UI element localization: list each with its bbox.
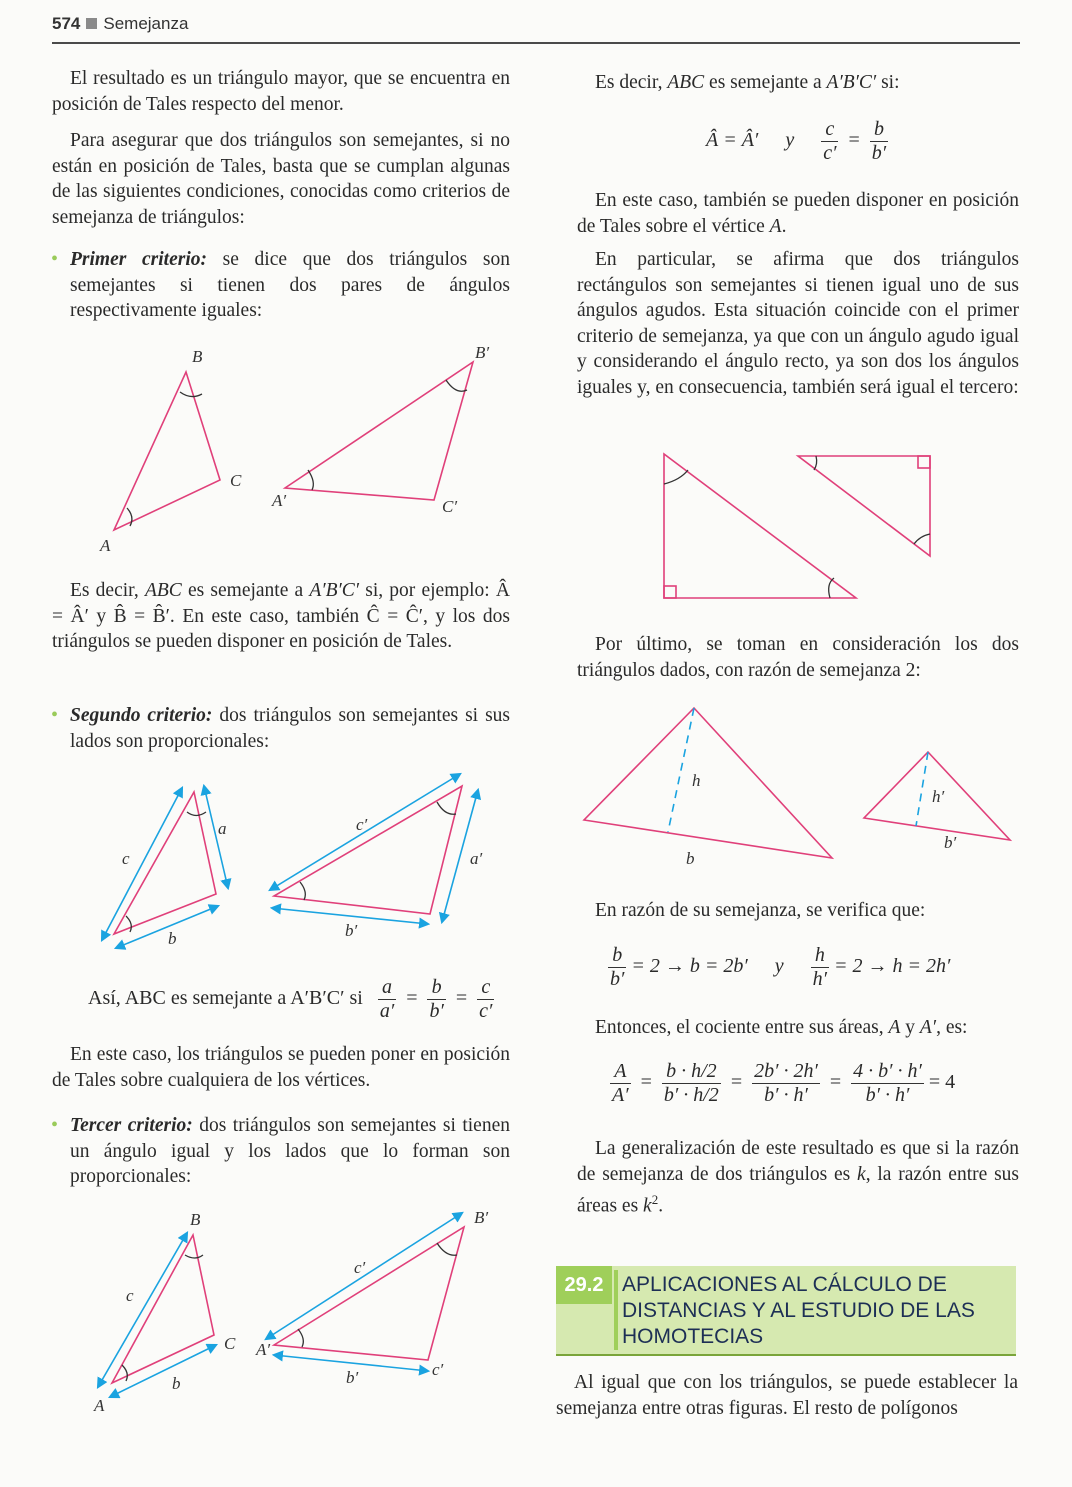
criterion-text: dos triángulos son semejantes si sus lados son proporcionales:	[70, 705, 510, 752]
label-b-prime: b′	[944, 833, 957, 852]
fraction	[378, 976, 396, 1023]
label-A-prime: A′	[256, 1340, 271, 1359]
section-heading	[556, 1266, 1016, 1356]
right-triangle-large	[664, 454, 856, 598]
criterion-title: Primer criterio:	[70, 249, 207, 270]
text: es semejante a	[181, 580, 310, 601]
label-b-prime: b′	[345, 921, 358, 940]
fraction	[821, 118, 838, 165]
fraction	[608, 944, 626, 991]
label-c-prime-alt: c′	[432, 1360, 444, 1379]
denominator: h′	[812, 968, 828, 990]
numerator: 2b′ · 2h′	[754, 1060, 818, 1082]
figure-angles	[90, 340, 510, 560]
criterion-title: Tercer criterio:	[70, 1115, 193, 1136]
numerator: 4 · b′ · h′	[853, 1060, 922, 1082]
text: ABC	[667, 72, 705, 93]
section-title: APLICACIONES AL CÁLCULO DE DISTANCIAS Y AL ESTUDIO DE LAS HOMOTECIAS	[622, 1273, 975, 1348]
criterion-title: Segundo criterio:	[70, 705, 213, 726]
label-C-prime: C′	[442, 497, 458, 516]
denominator: c′	[823, 142, 837, 164]
fraction	[851, 1060, 924, 1107]
text: En este caso, también se pueden disponer en posición de Tales sobre el vértice	[577, 190, 1019, 237]
text: .	[658, 1195, 664, 1217]
denominator: A′	[612, 1084, 629, 1106]
text: , la razón entre sus áreas es	[577, 1163, 1019, 1217]
text: A	[769, 215, 782, 237]
triangle-a2b2c2	[274, 786, 462, 914]
criterion-1	[70, 247, 510, 324]
denominator: b′	[610, 968, 625, 990]
text: y	[774, 955, 784, 978]
numerator: b	[608, 944, 626, 968]
label-h: h	[692, 771, 701, 790]
criterion-3	[70, 1113, 510, 1190]
square-icon	[86, 18, 97, 29]
label-A: A	[94, 1396, 105, 1415]
triangle-large	[584, 708, 832, 858]
paragraph	[577, 1136, 1019, 1219]
text: Así,	[88, 987, 125, 1010]
paragraph	[577, 188, 1019, 239]
label-c-prime: c′	[354, 1258, 366, 1277]
label-c: c	[122, 849, 130, 868]
numerator: b	[870, 118, 888, 142]
triangle-abc	[114, 372, 220, 530]
text: si, por ejemplo: Â = Â′ y B̂ = B̂′. En este caso, también Ĉ = Ĉ′, y los dos triángulos se pueden disponer en posición de Tales.	[52, 580, 510, 652]
text: Es decir,	[595, 72, 668, 93]
arrow-c	[102, 788, 182, 940]
numerator: b	[427, 976, 445, 1000]
numerator: b · h/2	[662, 1060, 721, 1084]
formula-areas: $\frac{A}{A'}$ = $\frac{b \cdot h/2}{b' \cdot h/2}$ = $\frac{2b' \cdot 2h'}{b' \cdot h'}$ = $\frac{4 \cdot b' \cdot h'}{b' \cdot h'}$ = 4	[612, 1060, 956, 1106]
label-a-prime: a′	[470, 849, 483, 868]
result: = 4	[928, 1071, 956, 1094]
paragraph: El resultado es un triángulo mayor, que se encuentra en posición de Tales respecto del menor.	[52, 68, 510, 115]
text: A′B′C′	[309, 580, 360, 601]
text: , es:	[936, 1017, 968, 1038]
text: si	[344, 987, 363, 1010]
text: Entonces, el cociente entre sus áreas,	[595, 1017, 889, 1038]
text: ABC	[144, 580, 182, 601]
figure-heights	[580, 700, 1020, 870]
label-h-prime: h′	[932, 787, 945, 806]
figure-angle-sides	[90, 1205, 510, 1415]
superscript: 2	[651, 1192, 659, 1207]
criterion-text: se dice que dos triángulos son semejantes si tienen dos pares de ángulos respectivamente iguales:	[70, 249, 510, 321]
paragraph	[577, 70, 1019, 96]
fraction	[811, 944, 829, 991]
criterion-2	[70, 703, 510, 754]
header-rule	[52, 42, 1020, 44]
text: es semejante a	[704, 72, 827, 93]
denominator: c′	[479, 1000, 493, 1022]
triangle-a2b2c2	[274, 1227, 464, 1360]
equation: Â = Â′	[706, 129, 759, 152]
text: A′B′C′	[826, 72, 877, 93]
formula-sides: Así, ABC es semejante a A′B′C′ si $\frac{a}{a'}$ = $\frac{b}{b'}$ = $\frac{c}{c'}$	[88, 976, 493, 1022]
fraction	[662, 1060, 721, 1107]
text: A′B′C′	[290, 987, 345, 1010]
text: y	[785, 129, 795, 152]
text: si:	[876, 72, 900, 93]
text: A′	[919, 1017, 937, 1038]
formula-ratio	[608, 944, 950, 991]
label-B: B	[190, 1210, 201, 1229]
running-section: Semejanza	[103, 14, 189, 33]
denominator: b′ · h′	[764, 1084, 808, 1106]
numerator: c	[477, 976, 494, 1000]
text: Es decir,	[70, 580, 145, 601]
denominator: b′ · h′	[865, 1084, 910, 1106]
figure-sides	[90, 768, 510, 958]
denominator: b′	[871, 142, 887, 164]
equation: = 2 → b = 2b′	[631, 955, 748, 978]
text: .	[781, 215, 787, 237]
fraction	[610, 1060, 631, 1107]
label-B-prime: B′	[474, 1208, 489, 1227]
label-b: b	[168, 929, 177, 948]
label-C: C	[230, 471, 242, 490]
equation: = 2 → h = 2h′	[834, 955, 951, 978]
paragraph: En este caso, los triángulos se pueden poner en posición de Tales sobre cualquiera de los vértices.	[52, 1044, 510, 1091]
label-A: A	[100, 536, 111, 555]
fraction	[870, 118, 888, 165]
figure-right-triangles	[660, 448, 940, 604]
numerator: c	[821, 118, 838, 142]
denominator: b′ · h/2	[663, 1084, 719, 1106]
paragraph	[52, 578, 510, 655]
label-b-prime: b′	[346, 1368, 359, 1387]
label-a: a	[218, 819, 227, 838]
text: es semejante a	[165, 987, 291, 1010]
fraction	[427, 976, 445, 1023]
denominator: b′	[429, 1000, 444, 1022]
arrow-c	[98, 1233, 187, 1387]
label-B-prime: B′	[475, 343, 490, 362]
label-b: b	[686, 849, 695, 868]
page-header	[52, 14, 188, 34]
paragraph: En razón de su semejanza, se verifica que:	[595, 900, 926, 921]
label-B: B	[192, 347, 203, 366]
label-b: b	[172, 1374, 181, 1393]
label-C: C	[224, 1334, 236, 1353]
text: k	[857, 1163, 866, 1185]
paragraph: Al igual que con los triángulos, se puede establecer la semejanza entre otras figuras. El resto de polígonos	[556, 1372, 1018, 1419]
paragraph: En particular, se afirma que dos triángulos rectángulos son semejantes si tienen igual uno de sus ángulos agudos. Esta situación coincide con el primer criterio de semejanza, ya que con un ángulo agudo igual y considerando el ángulo recto, ya son dos los ángulos iguales y, en consecuencia, también será igual el tercero:	[577, 249, 1019, 398]
text: ABC	[124, 987, 166, 1010]
label-c: c	[126, 1286, 134, 1305]
text: y	[900, 1017, 920, 1038]
label-c-prime: c′	[356, 815, 368, 834]
section-bar	[614, 1270, 618, 1350]
fraction	[477, 976, 494, 1023]
numerator: a	[378, 976, 396, 1000]
text: A	[888, 1017, 901, 1038]
page-number: 574	[52, 14, 81, 33]
formula-angle-sides: Â = Â′ y $\frac{c}{c'}$ = $\frac{b}{b'}$	[706, 118, 887, 164]
numerator: A	[610, 1060, 631, 1084]
paragraph: Para asegurar que dos triángulos son semejantes, si no están en posición de Tales, basta que se cumplan algunas de las siguientes condiciones, conocidas como criterios de semejanza de triángulos:	[52, 130, 510, 228]
right-triangle-small	[798, 456, 930, 556]
numerator: h	[811, 944, 829, 968]
denominator: a′	[379, 1000, 395, 1022]
text: k	[643, 1195, 652, 1217]
section-number: 29.2	[556, 1266, 612, 1304]
criterion-text: dos triángulos son semejantes si tienen un ángulo igual y los lados que lo forman son proporcionales:	[70, 1115, 510, 1187]
paragraph: Por último, se toman en consideración los dos triángulos dados, con razón de semejanza 2:	[577, 634, 1019, 681]
height-h	[668, 708, 694, 832]
label-A-prime: A′	[272, 491, 287, 510]
fraction	[752, 1060, 820, 1107]
paragraph	[577, 1015, 1019, 1041]
text: La generalización de este resultado es que si la razón de semejanza de dos triángulos es	[577, 1138, 1019, 1185]
